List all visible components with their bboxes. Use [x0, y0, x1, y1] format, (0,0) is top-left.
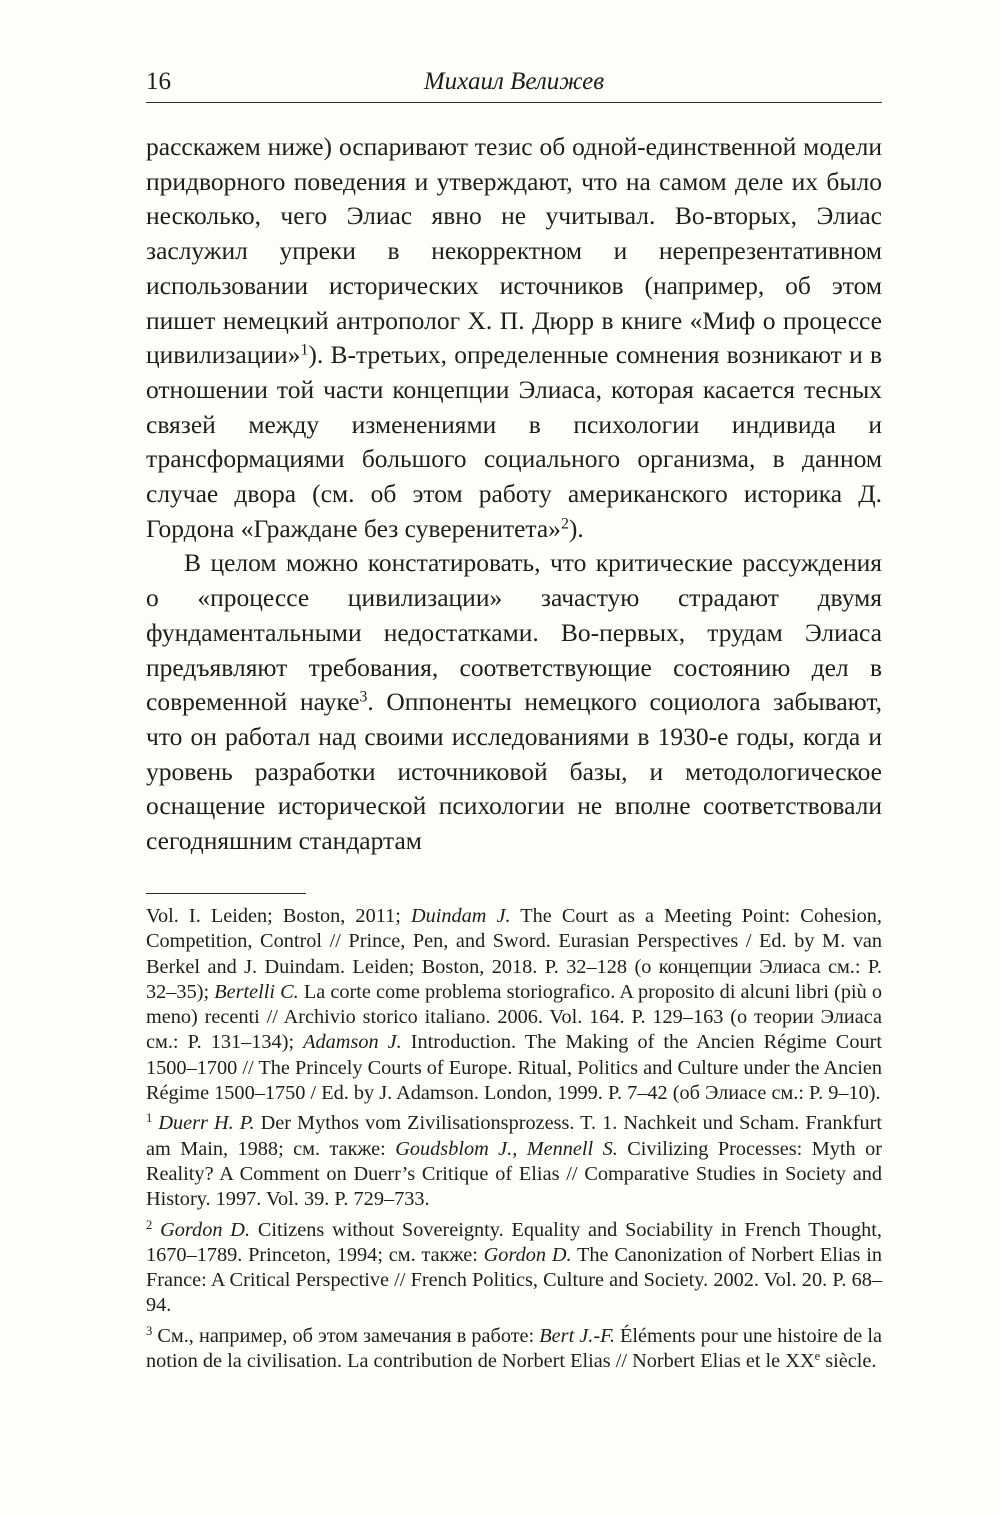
paragraph: расскажем ниже) оспаривают тезис об одной-единственной модели придворного поведения и утверждают, что на самом деле их было несколько, чего Элиас явно не учитывал. Во-вторых, Элиас заслужил упреки в некорректном и нерепрезентативном использовании исторических источников (например, об этом пишет немецкий антрополог Х. П. Дюрр в книге «Миф о процессе цивилизации»$^1$). В-третьих, определенные сомнения возникают и в отношении той части концепции Элиаса, которая касается тесных связей между изменениями в психологии индивида и трансформациями большого социального организма, в данном случае двора (см. об этом работу американского историка Д. Гордона «Граждане без суверенитета»$^2$). [146, 132, 882, 543]
footnotes [146, 904, 882, 1379]
footnote-number: 1 [146, 1111, 153, 1126]
footnote-ref[interactable]: 1 [300, 341, 309, 359]
page-number: 16 [146, 68, 171, 95]
footnote-2: $^2$ Gordon D. Citizens without Sovereignty. Equality and Sociability in French Thought, 1670–1789. Princeton, 1994; см. также: Gordon D. The Canonization of Norbert Elias in France: A Critical Perspective // French Politics, Culture and Society. 2002. Vol. 20. P. 68–94. [146, 1217, 883, 1317]
footnote-ref[interactable]: 3 [359, 688, 368, 706]
footnote-number: 3 [146, 1323, 153, 1338]
main-text [146, 130, 882, 859]
footnote-1: $^1$ Duerr H. P. Der Mythos vom Zivilisationsprozess. T. 1. Nachkeit und Scham. Frankfurt am Main, 1988; см. также: Goudsblom J., Mennell S. Civilizing Processes: Myth or Reality? A Comment on Duerr’s Critique of Elias // Comparative Studies in Society and History. 1997. Vol. 39. P. 729–733. [146, 1111, 882, 1211]
paragraph: В целом можно констатировать, что критические рассуждения о «процессе цивилизации» зачастую страдают двумя фундаментальными недостатками. Во-первых, трудам Элиаса предъявляют требования, соответствующие состоянию дел в современной науке$^3$. Оппоненты немецкого социолога забывают, что он работал над своими исследованиями в 1930-е годы, когда и уровень разработки источниковой базы, и методологическое оснащение исторической психологии не вполне соответствовали сегодняшним стандартам [146, 548, 882, 856]
footnote-separator [146, 893, 306, 894]
running-header [146, 62, 882, 103]
footnote-continued: Vol. I. Leiden; Boston, 2011; Duindam J. The Court as a Meeting Point: Cohesion, Competition, Control // Prince, Pen, and Sword. Eurasian Perspectives / Ed. by M. van Berkel and J. Duindam. Leiden; Boston, 2018. P. 32–128 (о концепции Элиаса см.: P. 32–35); Bertelli C. La corte come problema storiografico. A proposito di alcuni libri (più o meno) recenti // Archivio storico italiano. 2006. Vol. 164. P. 129–163 (о теории Элиаса см.: P. 131–134); Adamson J. Introduction. The Making of the Ancien Régime Court 1500–1700 // The Princely Courts of Europe. Ritual, Politics and Culture under the Ancien Régime 1500–1750 / Ed. by J. Adamson. London, 1999. P. 7–42 (об Элиасе см.: P. 9–10). [146, 905, 883, 1105]
footnote-ref[interactable]: 2 [560, 515, 569, 533]
footnote-number: 2 [146, 1217, 153, 1232]
footnote-3: $^3$ См., например, об этом замечания в работе: Bert J.-F. Éléments pour une histoire de la notion de la civilisation. La contribution de Norbert Elias // Norbert Elias et le XXe siècle. [146, 1323, 882, 1373]
running-head-author: Михаил Велижев [423, 68, 605, 95]
